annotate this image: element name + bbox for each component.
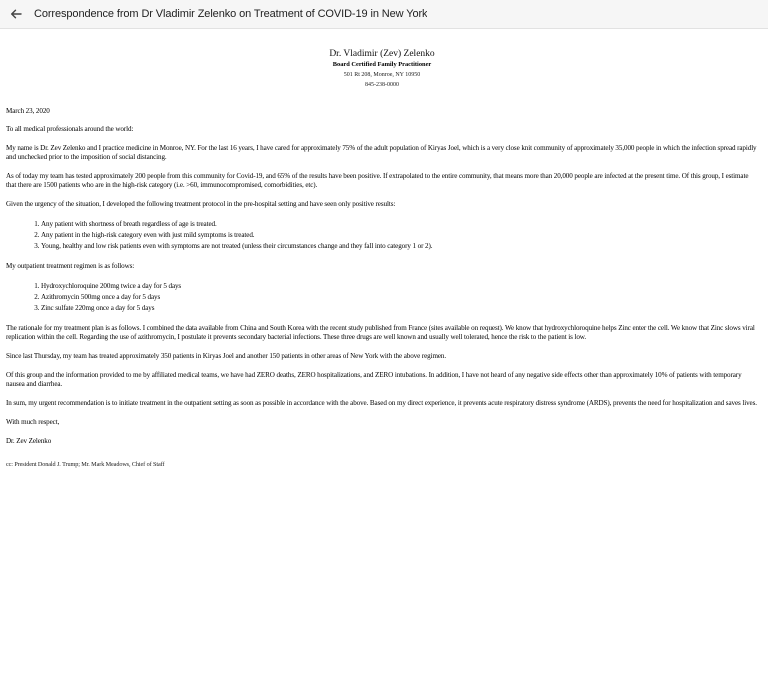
letter-signature: Dr. Zev Zelenko	[6, 437, 52, 445]
page-title: Correspondence from Dr Vladimir Zelenko on Treatment of COVID-19 in New York	[34, 8, 428, 20]
top-bar	[0, 0, 768, 29]
letter-closing: With much respect,	[6, 418, 60, 426]
list-item: 2. Any patient in the high-risk category even with just mild symptoms is treated.	[41, 230, 758, 241]
letter-salutation: To all medical professionals around the world:	[6, 125, 134, 133]
paragraph-rationale: The rationale for my treatment plan is as follows. I combined the data available from China and South Korea with the recent study published from France (sites available on request). We know that hydroxychloroquine helps Zinc enter the cell. We know that Zinc slows viral replication within the cell. Regarding the use of azithromycin, I postulate it prevents secondary bacterial infections. These three drugs are well known and usually well tolerated, hence the risk to the patient is low.	[6, 324, 755, 341]
list-item: 1. Hydroxychloroquine 200mg twice a day for 5 days	[41, 281, 758, 292]
regimen-list	[6, 281, 758, 314]
back-arrow-icon[interactable]	[9, 7, 23, 21]
paragraph-treated: Since last Thursday, my team has treated approximately 350 patients in Kiryas Joel and another 150 patients in other areas of New York with the above regimen.	[6, 352, 447, 360]
letterhead	[6, 49, 758, 90]
letter-body	[6, 107, 758, 469]
paragraph-tested: As of today my team has tested approximately 200 people from this community for Covid-19, and 65% of the results have been positive. If extrapolated to the entire community, that means more than 20,000 people are infected at the present time. Of this group, I estimate that there are 1500 patients who are in the high-risk category (i.e. >60, immunocompromised, comorbidities, etc).	[6, 172, 749, 189]
paragraph-protocol-intro: Given the urgency of the situation, I developed the following treatment protocol in the pre-hospital setting and have seen only positive results:	[6, 200, 396, 208]
letterhead-name: Dr. Vladimir (Zev) Zelenko	[329, 49, 435, 59]
paragraph-results: Of this group and the information provided to me by affiliated medical teams, we have had ZERO deaths, ZERO hospitalizations, and ZERO intubations. In addition, I have not heard of any negative side effects other than approximately 10% of patients with temporary nausea and diarrhea.	[6, 371, 742, 388]
letter-document	[6, 49, 758, 469]
paragraph-regimen-intro: My outpatient treatment regimen is as follows:	[6, 262, 135, 270]
letterhead-address: 501 Rt 208, Monroe, NY 10950	[343, 72, 421, 78]
letter-cc: cc: President Donald J. Trump; Mr. Mark Meadows, Chief of Staff	[6, 461, 165, 468]
paragraph-recommendation: In sum, my urgent recommendation is to initiate treatment in the outpatient setting as soon as possible in accordance with the above. Based on my direct experience, it prevents acute respiratory distress syndrome (ARDS), prevents the need for hospitalization and saves lives.	[6, 399, 757, 407]
letterhead-phone: 845-238-0000	[365, 82, 399, 88]
list-item: 1. Any patient with shortness of breath regardless of age is treated.	[41, 219, 758, 230]
list-item: 3. Zinc sulfate 220mg once a day for 5 days	[41, 303, 758, 314]
letter-date: March 23, 2020	[6, 107, 50, 115]
paragraph-intro: My name is Dr. Zev Zelenko and I practice medicine in Monroe, NY. For the last 16 years, I have cared for approximately 75% of the adult population of Kiryas Joel, which is a very close knit community of approximately 35,000 people in which the infection spread rapidly and unchecked prior to the imposition of social distancing.	[6, 144, 757, 161]
list-item: 2. Azithromycin 500mg once a day for 5 days	[41, 292, 758, 303]
letterhead-credential: Board Certified Family Practitioner	[332, 61, 432, 68]
list-item: 3. Young, healthy and low risk patients even with symptoms are not treated (unless their circumstances change and they fall into category 1 or 2).	[41, 241, 758, 252]
protocol-list	[6, 219, 758, 252]
